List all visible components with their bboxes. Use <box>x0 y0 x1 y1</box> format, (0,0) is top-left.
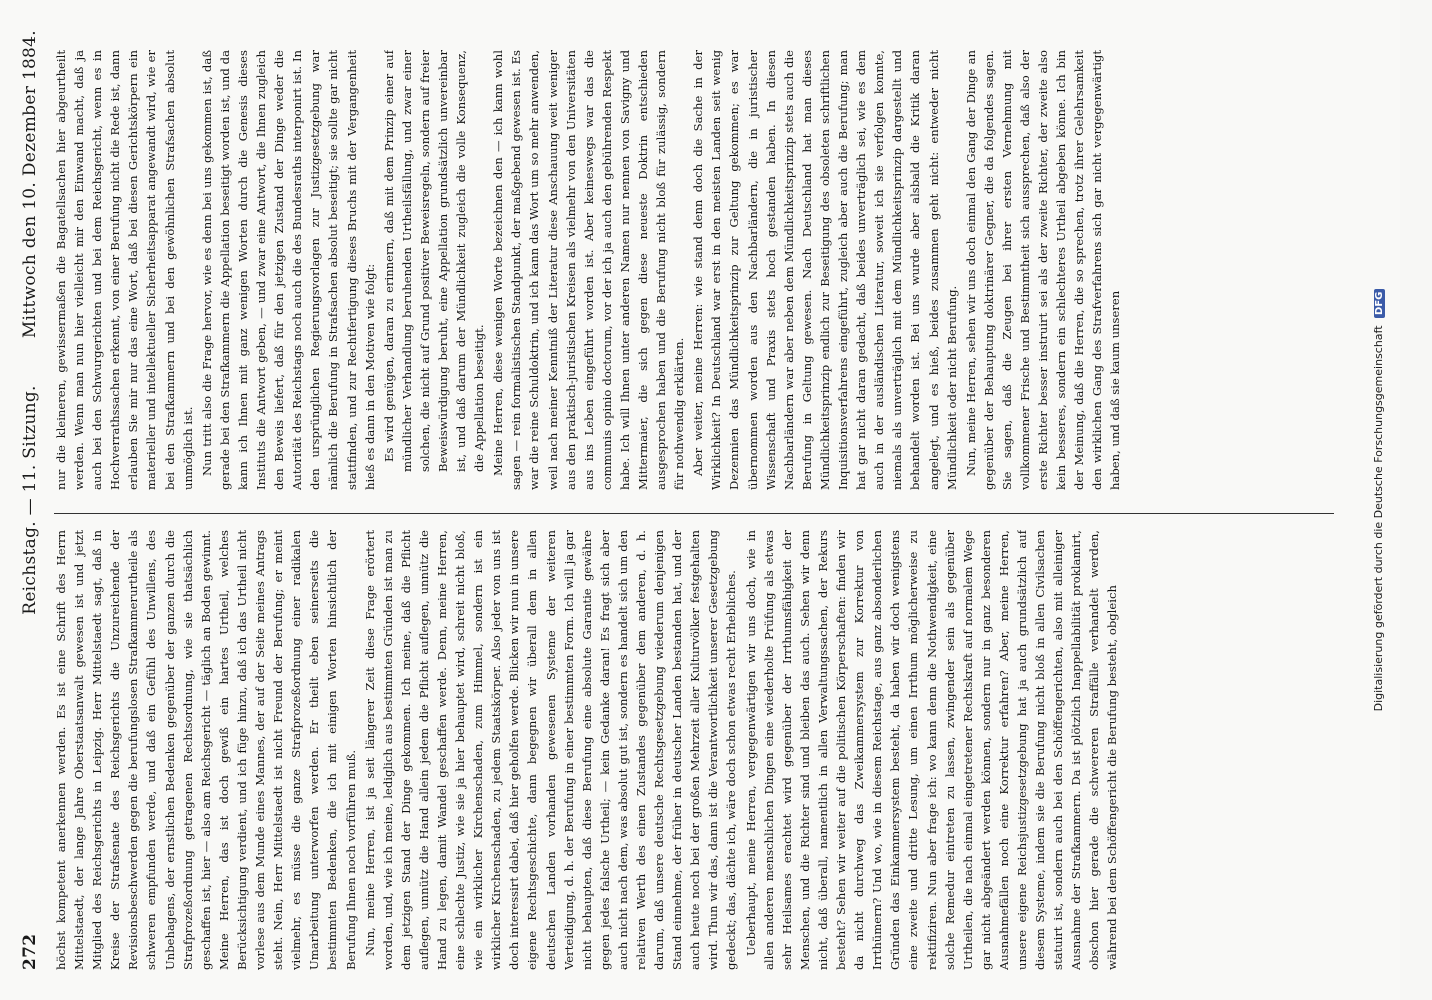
page-header <box>14 30 50 970</box>
page-number: 272 <box>20 933 40 970</box>
paragraph: Nun, meine Herren, sehen wir uns doch einmal den Gang der Dinge an gegenüber der Behauptung doktrinärer Gegner, die da folgendes sagen. Sie sagen, daß die Zeugen bei ihrer ersten Vernehmung mit vollkommener Frische und Bestimmtheit sich aussprechen, daß also der erste Richter besser instruirt sei als der zweite Richter, der zweite also kein besseres, sondern ein schlechteres Urtheil abgeben könne. Ich bin der Meinung, daß die Herren, die so sprechen, trotz ihrer Gelehrsamkeit den wirklichen Gang des Strafverfahrens sich gar nicht vergegenwärtigt haben, und daß sie kaum unseren <box>963 50 1123 490</box>
left-text-column <box>52 530 1352 970</box>
digitization-credit <box>1372 0 1392 1000</box>
paragraph: Meine Herren, diese wenigen Worte bezeichnen den — ich kann wohl sagen — rein formalistischen Standpunkt, der maßgebend gewesen ist. Es war die reine Schuldoktrin, und ich kann das Wort um so mehr anwenden, weil nach meiner Kenntniß der Literatur diese Anschauung weit weniger aus den praktisch-juristischen Kreisen als vielmehr von den Universitäten aus ins Leben eingeführt worden ist. Aber keineswegs war das die communis opinio doctorum, vor der ich ja auch den gebührenden Respekt habe. Ich will Ihnen unter anderen Namen nur nennen von Savigny und Mittermaier, die sich gegen diese neueste Doktrin entschieden ausgesprochen haben und die Berufung nicht bloß für zulässig, sondern für nothwendig erklärten. <box>491 50 687 490</box>
session-date: Mittwoch den 10. Dezember 1884. <box>20 30 40 339</box>
quoted-paragraph: Es wird genügen, daran zu erinnern, daß mit dem Prinzip einer auf mündlicher Verhandlung beruhenden Urtheilsfällung, und zwar einer solchen, die nicht auf Grund positiver Beweisregeln, sondern auf freier Beweiswürdigung beruht, eine Appellation grundsätzlich unvereinbar ist, und daß darum der Mündlichkeit zugleich die volle Konsequenz, die Appellation beseitigt. <box>381 50 487 472</box>
right-text-column <box>52 50 1352 490</box>
paragraph: Nun tritt also die Frage hervor, wie es denn bei uns gekommen ist, daß gerade bei den Strafkammern die Appellation beseitigt worden ist, und da kann ich Ihnen mit ganz wenigen Worten durch die Genesis dieses Instituts die Antwort geben, — und zwar eine Antwort, die Ihnen zugleich den Beweis liefert, daß für den jetzigen Zustand der Dinge weder die Autorität des Reichstags noch auch die des Bundesraths interponirt ist. In den ursprünglichen Regierungsvorlagen zur Justizgesetzgebung war nämlich die Berufung in Strafsachen absolut beseitigt; sie sollte gar nicht stattfinden, und zur Rechtfertigung dieses Bruchs mit der Vergangenheit hieß es dann in den Motiven wie folgt: <box>199 50 377 490</box>
paragraph: Aber weiter, meine Herren: wie stand denn doch die Sache in der Wirklichkeit? In Deutschland war erst in den meisten Landen seit wenig Dezennien das Mündlichkeitsprinzip zur Geltung gekommen; es war übernommen worden aus den Nachbarländern, die in juristischer Wissenschaft und Praxis stets hoch gestanden haben. In diesen Nachbarländern war aber neben dem Mündlichkeitsprinzip stets auch die Berufung in Geltung gewesen. Nach Deutschland hat man dieses Mündlichkeitsprinzip endlich zur Beseitigung des obsoleten schriftlichen Inquisitionsverfahrens eingeführt, zugleich aber auch die Berufung; man hat gar nicht daran gedacht, daß beides unverträglich sei, wie es dem auch in der ausländischen Literatur, soweit ich sie verfolgen konnte, niemals als unverträglich mit dem Mündlichkeitsprinzip dargestellt und behandelt worden ist. Bei uns wurde aber alsbald die Kritik daran angelegt, und es hieß, beides zusammen geht nicht: entweder nicht Mündlichkeit oder nicht Berufung. <box>691 50 959 490</box>
running-title: Reichstag. — 11. Sitzung. <box>20 385 40 615</box>
paragraph: Ueberhaupt, meine Herren, vergegenwärtigen wir uns doch, wie in allen anderen menschlichen Dingen eine wiederholte Prüfung als etwas sehr Heilsames erachtet wird gegenüber der Irrthumsfähigkeit der Menschen, und die Richter sind und bleiben das auch. Sehen wir denn nicht, daß überall, namentlich in allen Verwaltungssachen, der Rekurs besteht? Sehen wir weiter auf die politischen Körperschaften: finden wir da nicht durchweg das Zweikammersystem zur Korrektur von Irrthümern? Und wo, wie in diesem Reichstage, aus ganz absonderlichen Gründen das Einkammersystem besteht, da haben wir doch wenigstens eine zweite und dritte Lesung, um einen Irrthum möglicherweise zu rektifiziren. Nun aber frage ich: wo kann denn die Nothwendigkeit, eine solche Remedur eintreten zu lassen, zwingender sein als gegenüber Urtheilen, die nach einmal eingetretener Rechtskraft auf normalem Wege gar nicht abgeändert werden können, sondern nur in ganz besonderen Ausnahmefällen noch eine Korrektur erfahren? Aber, meine Herren, unsere eigene Reichsjustizgesetzgebung hat ja auch grundsätzlich auf diesem Systeme, indem sie die Berufung nicht bloß in allen Civilsachen statuirt ist, sondern auch bei den Schöffengerichten, also mit alleiniger Ausnahme der Strafkammern. Da ist plötzlich Inappellabilität proklamirt, obschon hier gerade die schwereren Straffälle verhandelt werden, während bei dem Schöffengericht die Berufung besteht, obgleich <box>743 530 1120 970</box>
paragraph: Nun, meine Herren, ist ja seit längerer Zeit diese Frage erörtert worden, und, wie ich meine, lediglich aus bestimmten Gründen ist man zu dem jetzigen Stand der Dinge gekommen. Ich meine, daß die Pflicht auflegen, unnütz die Hand allein jedem die Pflicht auflegen, unnütz die Hand zu legen, damit Wandel geschaffen werde. Denn, meine Herren, eine schlechte Justiz, wie sie ja hier behauptet wird, schreit nicht bloß, wie ein wirklicher Kirchenschaden, zum Himmel, sondern ist ein wirklicher Kirchenschaden, zu jedem Staatskörper. Also jeder von uns ist doch interessirt dabei, daß hier geholfen werde. Blicken wir nun in unsere eigene Rechtsgeschichte, dann begegnen wir überall dem in allen deutschen Landen vorhanden gewesenen Systeme der weiteren Verteidigung, d. h. der Berufung in einer bestimmten Form. Ich will ja gar nicht behaupten, daß diese Berufung eine absolute Garantie gewähre gegen jedes falsche Urtheil; — kein Gedanke daran! Es fragt sich aber auch nicht nach dem, was absolut gut ist, sondern es handelt sich um den relativen Werth des einen Zustandes gegenüber dem anderen, d. h. darum, daß unsere deutsche Rechtsgesetzgebung wiederum denjenigen Stand einnehme, der früher in deutscher Landen bestanden hat, und der auch heute noch bei der großen Mehrzeit aller Kulturvölker festgehalten wird. Thun wir das, dann ist die Verantwortlichkeit unserer Gesetzgebung gedeckt; das, dächte ich, wäre doch schon etwas recht Erhebliches. <box>362 530 739 970</box>
column-divider <box>54 513 1334 514</box>
paragraph: nur die kleineren, gewissermaßen die Bagatellsachen hier abgeurtheilt werden. Wenn man nun hier vielleicht mir den Einwand macht, daß ja auch bei den Schwurgerichten und bei dem Reichsgericht, wenn es in Hochverrathssachen erkennt, von einer Berufung nicht die Rede ist, dann erlauben Sie mir nur das eine Wort, daß bei diesen Gerichtskörpern ein materieller und intellektueller Sicherheitsapparat angewandt wird, wie er bei den Strafkammern und bei den gewöhnlichen Strafsachen absolut unmöglich ist. <box>54 50 195 490</box>
paragraph: höchst kompetent anerkennen werden. Es ist eine Schrift des Herrn Mittelstaedt, der lange Jahre Oberstaatsanwalt gewesen ist und jetzt Mitglied des Reichsgerichts in Leipzig. Herr Mittelstaedt sagt, daß in Kreise der Strafsenate des Reichsgerichts die Unzureichende der Revisionsbeschwerden gegen die berufungslosen Strafkammerurtheile als schweren empfunden werde, und daß ein Gefühl des Unwillens, des Unbehagens, der ernstlichen Bedenken gegenüber der ganzen durch die Strafprozeßordnung getragenen Rechtsordnung, wie sie thatsächlich geschaffen ist, hier — also am Reichsgericht — täglich an Boden gewinnt. Meine Herren, das ist doch gewiß ein hartes Urtheil, welches Berücksichtigung verdient, und ich füge hinzu, daß ich das Urtheil nicht vorlese aus dem Munde eines Mannes, der auf der Seite meines Antrags steht. Nein, Herr Mittelstaedt ist nicht Freund der Berufung; er meint vielmehr, es müsse die ganze Strafprozeßordnung einer radikalen Umarbeitung unterworfen werden. Er theilt eben seinerseits die bestimmten Bedenken, die ich mit einigen Worten hinsichtlich der Berufung Ihnen noch vorführen muß. <box>54 530 358 970</box>
credit-text: Digitalisierung gefördert durch die Deutsche Forschungsgemeinschaft <box>1372 325 1385 712</box>
dfg-logo: DFG <box>1374 289 1385 318</box>
